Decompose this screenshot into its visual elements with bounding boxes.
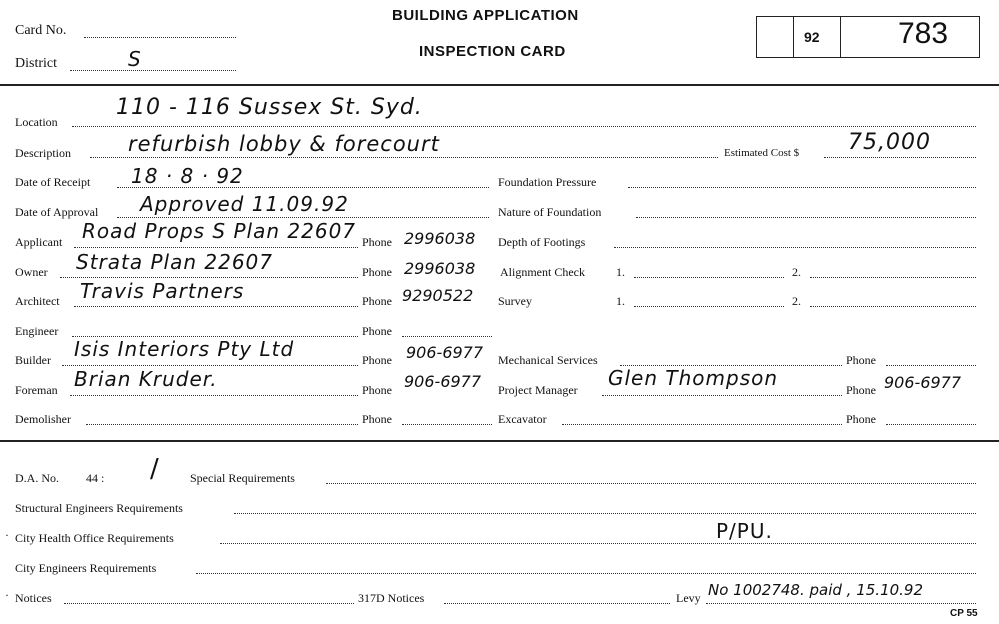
engineer-label: Engineer (15, 324, 59, 338)
mechanical-label: Mechanical Services (498, 353, 598, 367)
project-manager-line (602, 395, 842, 396)
survey-2-label: 2. (792, 294, 801, 308)
builder-value: Isis Interiors Pty Ltd (74, 337, 295, 361)
form-code: CP 55 (950, 608, 978, 619)
excavator-phone-label: Phone (846, 412, 876, 426)
health-bullet: · (5, 528, 9, 542)
project-manager-label: Project Manager (498, 383, 578, 397)
applicant-phone-value: 2996038 (404, 229, 476, 248)
foreman-value: Brian Kruder. (74, 367, 218, 391)
excavator-label: Excavator (498, 412, 547, 426)
notices-317d-line (444, 603, 670, 604)
architect-label: Architect (15, 294, 60, 308)
foreman-line (70, 395, 358, 396)
excavator-phone-line (886, 424, 976, 425)
depth-footings-line (614, 247, 976, 248)
project-manager-value: Glen Thompson (608, 366, 779, 390)
date-receipt-label: Date of Receipt (15, 175, 91, 189)
foundation-pressure-line (628, 187, 976, 188)
builder-label: Builder (15, 353, 51, 367)
location-line (72, 126, 976, 127)
form-title-line1: BUILDING APPLICATION (392, 7, 579, 24)
levy-value: No 1002748. paid , 15.10.92 (708, 581, 924, 599)
date-receipt-value: 18 · 8 · 92 (131, 164, 244, 188)
description-label: Description (15, 146, 71, 160)
structural-requirements-line (234, 513, 976, 514)
owner-phone-value: 2996038 (404, 259, 476, 278)
district-value: S (128, 47, 142, 71)
survey-label: Survey (498, 294, 532, 308)
notices-317d-label: 317D Notices (358, 591, 425, 605)
demolisher-line (86, 424, 358, 425)
survey-1-label: 1. (616, 294, 625, 308)
owner-label: Owner (15, 265, 48, 279)
alignment-1-label: 1. (616, 265, 625, 279)
owner-line (60, 277, 358, 278)
depth-footings-label: Depth of Footings (498, 235, 586, 249)
mechanical-phone-label: Phone (846, 353, 876, 367)
form-title-line2: INSPECTION CARD (419, 43, 566, 60)
survey-1-line (634, 306, 784, 307)
builder-phone-value: 906-6977 (406, 343, 484, 362)
card-number-value: 783 (898, 17, 949, 50)
mechanical-phone-line (886, 365, 976, 366)
notices-line (64, 603, 354, 604)
health-requirements-line (220, 543, 976, 544)
architect-value: Travis Partners (80, 279, 245, 303)
foreman-phone-label: Phone (362, 383, 392, 397)
date-approval-line (117, 217, 489, 218)
health-requirements-label: City Health Office Requirements (15, 531, 174, 545)
middle-rule (0, 440, 999, 442)
alignment-check-label: Alignment Check (500, 265, 585, 279)
owner-value: Strata Plan 22607 (76, 250, 273, 274)
applicant-phone-label: Phone (362, 235, 392, 249)
nature-foundation-label: Nature of Foundation (498, 205, 602, 219)
levy-line (706, 603, 976, 604)
applicant-label: Applicant (15, 235, 63, 249)
foreman-phone-value: 906-6977 (404, 372, 482, 391)
foreman-label: Foreman (15, 383, 58, 397)
demolisher-phone-line (402, 424, 492, 425)
notices-label: Notices (15, 591, 52, 605)
survey-2-line (810, 306, 976, 307)
architect-phone-value: 9290522 (402, 286, 474, 305)
builder-line (62, 365, 358, 366)
structural-requirements-label: Structural Engineers Requirements (15, 501, 183, 515)
card-number-divider-1 (793, 17, 794, 57)
applicant-value: Road Props S Plan 22607 (82, 219, 357, 243)
project-manager-phone-value: 906-6977 (884, 373, 962, 392)
city-engineers-line (196, 573, 976, 574)
card-number-divider-2 (840, 17, 841, 57)
description-line (90, 157, 718, 158)
nature-foundation-line (636, 217, 976, 218)
architect-phone-label: Phone (362, 294, 392, 308)
district-label: District (15, 56, 57, 71)
estimated-cost-label: Estimated Cost $ (724, 147, 800, 159)
city-engineers-label: City Engineers Requirements (15, 561, 157, 575)
levy-label: Levy (676, 591, 701, 605)
location-label: Location (15, 115, 58, 129)
description-value: refurbish lobby & forecourt (128, 132, 440, 156)
district-line (70, 70, 236, 71)
excavator-line (562, 424, 842, 425)
project-manager-phone-label: Phone (846, 383, 876, 397)
date-approval-value: Approved 11.09.92 (140, 192, 349, 216)
alignment-1-line (634, 277, 784, 278)
health-requirements-value: P/PU. (716, 519, 773, 543)
engineer-phone-label: Phone (362, 324, 392, 338)
estimated-cost-line (824, 157, 976, 158)
estimated-cost-value: 75,000 (848, 130, 931, 155)
foundation-pressure-label: Foundation Pressure (498, 175, 597, 189)
builder-phone-label: Phone (362, 353, 392, 367)
alignment-2-line (810, 277, 976, 278)
date-approval-label: Date of Approval (15, 205, 99, 219)
demolisher-phone-label: Phone (362, 412, 392, 426)
alignment-2-label: 2. (792, 265, 801, 279)
card-no-label: Card No. (15, 23, 67, 38)
card-number-prefix: 92 (804, 29, 820, 45)
notices-bullet: · (5, 588, 9, 602)
da-label: D.A. No. (15, 471, 59, 485)
owner-phone-label: Phone (362, 265, 392, 279)
applicant-line (74, 247, 358, 248)
special-requirements-line (326, 483, 976, 484)
special-requirements-label: Special Requirements (190, 471, 295, 485)
da-number: 44 : (86, 471, 105, 485)
demolisher-label: Demolisher (15, 412, 71, 426)
top-rule (0, 84, 999, 86)
engineer-phone-line (402, 336, 492, 337)
architect-line (74, 306, 358, 307)
card-no-line (84, 37, 236, 38)
location-value: 110 - 116 Sussex St. Syd. (116, 95, 423, 120)
da-mark: / (150, 454, 160, 484)
